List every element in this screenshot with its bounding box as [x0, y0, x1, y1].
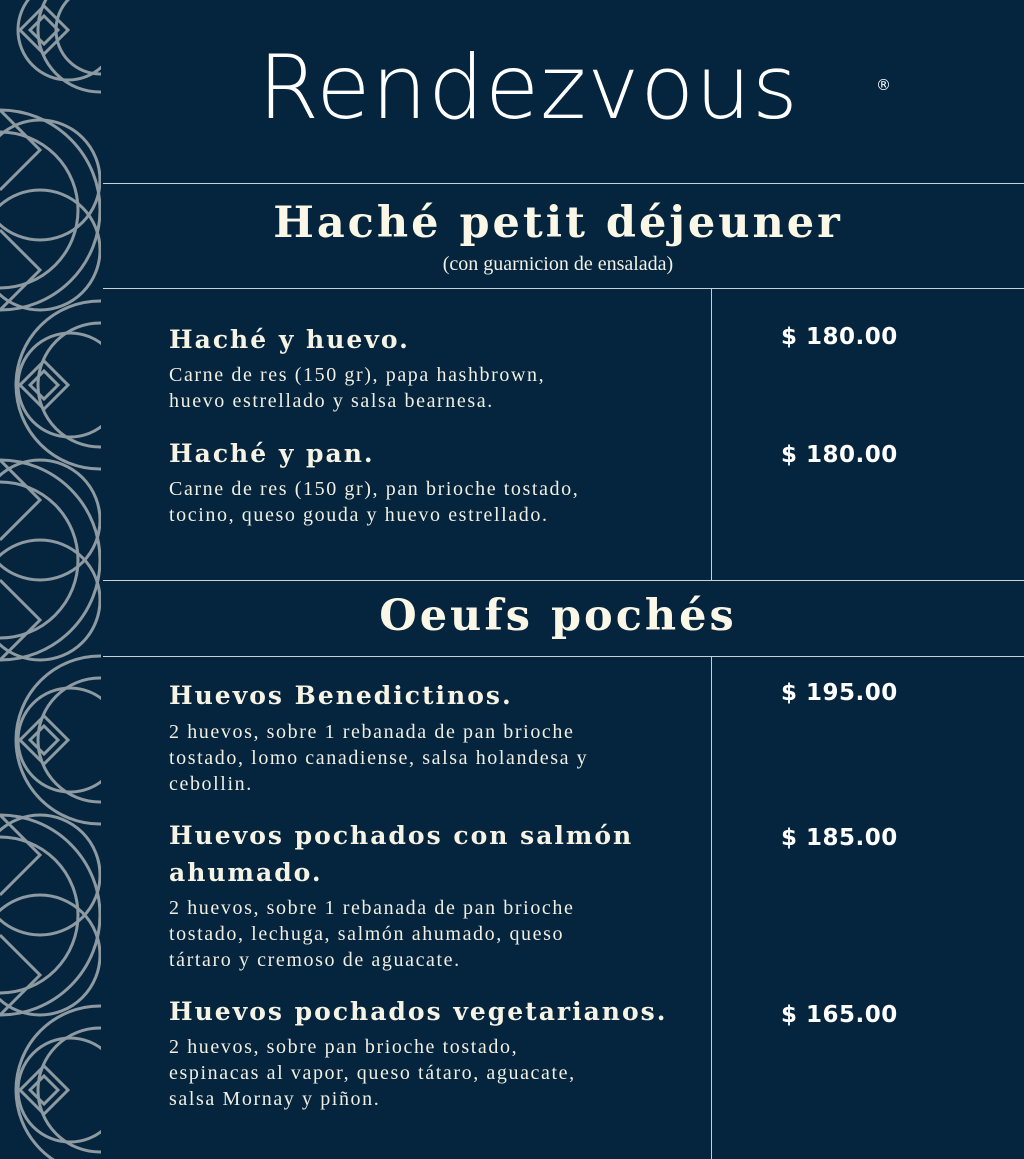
description-line: tostado, lomo canadiense, salsa holandesa y — [169, 747, 589, 769]
menu-item-name: Huevos pochados vegetarianos. — [169, 997, 668, 1026]
menu-item-name: Huevos Benedictinos. — [169, 681, 513, 710]
divider — [103, 580, 1024, 581]
description-line: 2 huevos, sobre pan brioche tostado, — [169, 1036, 519, 1058]
menu-item-price: $ 195.00 — [781, 680, 898, 706]
description-line: huevo estrellado y salsa bearnesa. — [169, 390, 494, 412]
description-line: 2 huevos, sobre 1 rebanada de pan brioche — [169, 897, 575, 919]
menu-item-description — [169, 719, 689, 797]
brand-logo: Rendezvous — [258, 36, 799, 139]
menu-item-name: Haché y pan. — [169, 439, 375, 468]
description-line: Carne de res (150 gr), papa hashbrown, — [169, 364, 546, 386]
menu-item-description — [169, 362, 689, 414]
registered-mark: ® — [876, 76, 891, 94]
menu-item-name — [169, 817, 689, 891]
menu-item-description — [169, 895, 689, 973]
description-line: Carne de res (150 gr), pan brioche tostado, — [169, 478, 580, 500]
description-line: tostado, lechuga, salmón ahumado, queso — [169, 923, 565, 945]
menu-item-price: $ 180.00 — [781, 324, 898, 350]
section-title-oeufs: Oeufs pochés — [379, 591, 737, 641]
menu-item-name: Haché y huevo. — [169, 325, 410, 354]
description-line: espinacas al vapor, queso tátaro, aguacate, — [169, 1062, 576, 1084]
menu-item-description — [169, 1034, 689, 1112]
item-name-line: ahumado. — [169, 858, 323, 887]
description-line: cebollin. — [169, 773, 253, 795]
description-line: tártaro y cremoso de aguacate. — [169, 949, 461, 971]
description-line: tocino, queso gouda y huevo estrellado. — [169, 504, 549, 526]
geometric-arc-pattern-icon — [0, 0, 102, 1159]
divider — [103, 183, 1024, 184]
description-line: 2 huevos, sobre 1 rebanada de pan brioche — [169, 721, 575, 743]
column-divider — [711, 657, 712, 1159]
description-line: salsa Mornay y piñon. — [169, 1088, 381, 1110]
menu-item-description — [169, 476, 689, 528]
menu-item-price: $ 165.00 — [781, 1002, 898, 1028]
section-subtitle: (con guarnicion de ensalada) — [442, 253, 674, 275]
divider — [103, 288, 1024, 289]
menu-item-price: $ 185.00 — [781, 825, 898, 851]
menu-item-price: $ 180.00 — [781, 442, 898, 468]
item-name-line: Huevos pochados con salmón — [169, 821, 634, 850]
divider — [103, 656, 1024, 657]
column-divider — [711, 289, 712, 580]
section-title-hache: Haché petit déjeuner — [273, 198, 843, 248]
